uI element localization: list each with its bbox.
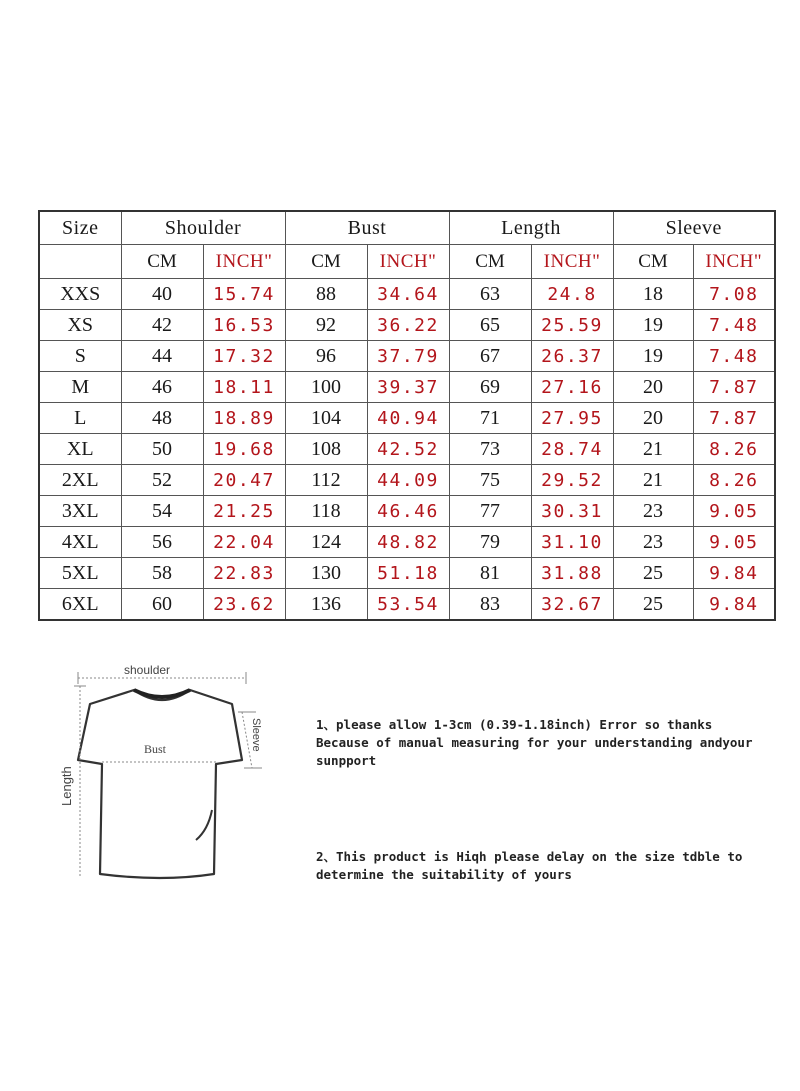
length-inch-cell: 31.88 bbox=[531, 558, 613, 589]
table-row bbox=[39, 310, 775, 341]
table-row bbox=[39, 403, 775, 434]
bust-inch-cell: 48.82 bbox=[367, 527, 449, 558]
bust-cm-cell: 136 bbox=[285, 589, 367, 621]
bust-cm-cell: 96 bbox=[285, 341, 367, 372]
bust-inch-cell: 42.52 bbox=[367, 434, 449, 465]
shoulder-inch-cell: 17.32 bbox=[203, 341, 285, 372]
shoulder-cm-cell: 60 bbox=[121, 589, 203, 621]
unit-inch: INCH" bbox=[693, 245, 775, 279]
size-cell: 5XL bbox=[39, 558, 121, 589]
unit-cm: CM bbox=[121, 245, 203, 279]
size-cell: 6XL bbox=[39, 589, 121, 621]
table-row bbox=[39, 279, 775, 310]
unit-inch: INCH" bbox=[367, 245, 449, 279]
table-row bbox=[39, 558, 775, 589]
sleeve-cm-cell: 21 bbox=[613, 465, 693, 496]
table-row bbox=[39, 496, 775, 527]
sleeve-cm-cell: 20 bbox=[613, 403, 693, 434]
note-1-line-1: 1、please allow 1-3cm (0.39-1.18inch) Error so thanks bbox=[316, 717, 713, 732]
shoulder-cm-cell: 54 bbox=[121, 496, 203, 527]
shoulder-inch-cell: 18.11 bbox=[203, 372, 285, 403]
shoulder-inch-cell: 22.04 bbox=[203, 527, 285, 558]
bust-cm-cell: 130 bbox=[285, 558, 367, 589]
shoulder-cm-cell: 44 bbox=[121, 341, 203, 372]
length-cm-cell: 75 bbox=[449, 465, 531, 496]
shoulder-inch-cell: 20.47 bbox=[203, 465, 285, 496]
bust-inch-cell: 36.22 bbox=[367, 310, 449, 341]
length-inch-cell: 24.8 bbox=[531, 279, 613, 310]
bust-inch-cell: 39.37 bbox=[367, 372, 449, 403]
table-row bbox=[39, 341, 775, 372]
note-1-line-3: sunpport bbox=[316, 753, 377, 768]
unit-cm: CM bbox=[285, 245, 367, 279]
length-cm-cell: 63 bbox=[449, 279, 531, 310]
sleeve-cm-cell: 19 bbox=[613, 341, 693, 372]
shoulder-cm-cell: 40 bbox=[121, 279, 203, 310]
note-2 bbox=[316, 848, 776, 884]
sleeve-inch-cell: 9.84 bbox=[693, 589, 775, 621]
length-inch-cell: 32.67 bbox=[531, 589, 613, 621]
bust-cm-cell: 88 bbox=[285, 279, 367, 310]
length-cm-cell: 69 bbox=[449, 372, 531, 403]
shoulder-cm-cell: 56 bbox=[121, 527, 203, 558]
note-2-line-1: 2、This product is Hiqh please delay on the size tdble to bbox=[316, 849, 743, 864]
shoulder-inch-cell: 19.68 bbox=[203, 434, 285, 465]
sleeve-inch-cell: 7.87 bbox=[693, 403, 775, 434]
header-size: Size bbox=[39, 211, 121, 245]
table-row bbox=[39, 465, 775, 496]
length-inch-cell: 29.52 bbox=[531, 465, 613, 496]
tshirt-measurement-diagram bbox=[56, 660, 276, 890]
header-bust: Bust bbox=[285, 211, 449, 245]
table-row bbox=[39, 372, 775, 403]
note-1-line-2: Because of manual measuring for your understanding andyour bbox=[316, 735, 753, 750]
table-units-row bbox=[39, 245, 775, 279]
length-inch-cell: 30.31 bbox=[531, 496, 613, 527]
shoulder-cm-cell: 46 bbox=[121, 372, 203, 403]
size-cell: S bbox=[39, 341, 121, 372]
sleeve-inch-cell: 7.48 bbox=[693, 341, 775, 372]
length-cm-cell: 67 bbox=[449, 341, 531, 372]
sleeve-inch-cell: 7.48 bbox=[693, 310, 775, 341]
length-inch-cell: 27.95 bbox=[531, 403, 613, 434]
length-inch-cell: 26.37 bbox=[531, 341, 613, 372]
bust-cm-cell: 108 bbox=[285, 434, 367, 465]
length-cm-cell: 73 bbox=[449, 434, 531, 465]
size-cell: 4XL bbox=[39, 527, 121, 558]
header-sleeve: Sleeve bbox=[613, 211, 775, 245]
length-inch-cell: 31.10 bbox=[531, 527, 613, 558]
bust-label: Bust bbox=[144, 742, 167, 756]
bust-inch-cell: 51.18 bbox=[367, 558, 449, 589]
sleeve-cm-cell: 18 bbox=[613, 279, 693, 310]
shoulder-inch-cell: 21.25 bbox=[203, 496, 285, 527]
shoulder-inch-cell: 15.74 bbox=[203, 279, 285, 310]
size-cell: XL bbox=[39, 434, 121, 465]
sleeve-inch-cell: 7.08 bbox=[693, 279, 775, 310]
sleeve-inch-cell: 9.05 bbox=[693, 496, 775, 527]
unit-inch: INCH" bbox=[531, 245, 613, 279]
length-cm-cell: 79 bbox=[449, 527, 531, 558]
size-notes bbox=[316, 716, 776, 884]
tshirt-icon bbox=[56, 660, 276, 890]
size-cell: 3XL bbox=[39, 496, 121, 527]
note-1 bbox=[316, 716, 776, 770]
sleeve-inch-cell: 9.84 bbox=[693, 558, 775, 589]
size-cell: M bbox=[39, 372, 121, 403]
sleeve-label: Sleeve bbox=[250, 718, 262, 752]
bust-inch-cell: 34.64 bbox=[367, 279, 449, 310]
sleeve-inch-cell: 8.26 bbox=[693, 434, 775, 465]
bust-inch-cell: 46.46 bbox=[367, 496, 449, 527]
bust-cm-cell: 118 bbox=[285, 496, 367, 527]
size-cell: 2XL bbox=[39, 465, 121, 496]
length-cm-cell: 71 bbox=[449, 403, 531, 434]
sleeve-inch-cell: 9.05 bbox=[693, 527, 775, 558]
bust-inch-cell: 37.79 bbox=[367, 341, 449, 372]
size-cell: L bbox=[39, 403, 121, 434]
shoulder-cm-cell: 52 bbox=[121, 465, 203, 496]
bust-cm-cell: 92 bbox=[285, 310, 367, 341]
note-2-line-2: determine the suitability of yours bbox=[316, 867, 572, 882]
sleeve-cm-cell: 25 bbox=[613, 558, 693, 589]
length-inch-cell: 25.59 bbox=[531, 310, 613, 341]
length-cm-cell: 81 bbox=[449, 558, 531, 589]
shoulder-inch-cell: 18.89 bbox=[203, 403, 285, 434]
size-cell: XXS bbox=[39, 279, 121, 310]
sleeve-inch-cell: 7.87 bbox=[693, 372, 775, 403]
sleeve-cm-cell: 23 bbox=[613, 496, 693, 527]
sleeve-cm-cell: 21 bbox=[613, 434, 693, 465]
length-inch-cell: 28.74 bbox=[531, 434, 613, 465]
table-row bbox=[39, 589, 775, 621]
bust-inch-cell: 44.09 bbox=[367, 465, 449, 496]
bust-cm-cell: 104 bbox=[285, 403, 367, 434]
unit-cm: CM bbox=[449, 245, 531, 279]
length-cm-cell: 65 bbox=[449, 310, 531, 341]
unit-cm: CM bbox=[613, 245, 693, 279]
length-inch-cell: 27.16 bbox=[531, 372, 613, 403]
shoulder-cm-cell: 48 bbox=[121, 403, 203, 434]
header-shoulder: Shoulder bbox=[121, 211, 285, 245]
header-length: Length bbox=[449, 211, 613, 245]
sleeve-inch-cell: 8.26 bbox=[693, 465, 775, 496]
shoulder-cm-cell: 50 bbox=[121, 434, 203, 465]
bust-inch-cell: 40.94 bbox=[367, 403, 449, 434]
shoulder-cm-cell: 42 bbox=[121, 310, 203, 341]
shoulder-label: shoulder bbox=[124, 663, 171, 677]
sleeve-cm-cell: 20 bbox=[613, 372, 693, 403]
bust-inch-cell: 53.54 bbox=[367, 589, 449, 621]
length-cm-cell: 77 bbox=[449, 496, 531, 527]
table-row bbox=[39, 434, 775, 465]
shoulder-inch-cell: 16.53 bbox=[203, 310, 285, 341]
shoulder-cm-cell: 58 bbox=[121, 558, 203, 589]
table-header-row bbox=[39, 211, 775, 245]
bust-cm-cell: 100 bbox=[285, 372, 367, 403]
bust-cm-cell: 124 bbox=[285, 527, 367, 558]
unit-inch: INCH" bbox=[203, 245, 285, 279]
size-chart-table bbox=[38, 210, 776, 621]
units-empty-cell bbox=[39, 245, 121, 279]
size-cell: XS bbox=[39, 310, 121, 341]
shoulder-inch-cell: 22.83 bbox=[203, 558, 285, 589]
table-row bbox=[39, 527, 775, 558]
sleeve-cm-cell: 19 bbox=[613, 310, 693, 341]
sleeve-cm-cell: 25 bbox=[613, 589, 693, 621]
length-label: Length bbox=[59, 766, 74, 806]
shoulder-inch-cell: 23.62 bbox=[203, 589, 285, 621]
sleeve-cm-cell: 23 bbox=[613, 527, 693, 558]
length-cm-cell: 83 bbox=[449, 589, 531, 621]
bust-cm-cell: 112 bbox=[285, 465, 367, 496]
